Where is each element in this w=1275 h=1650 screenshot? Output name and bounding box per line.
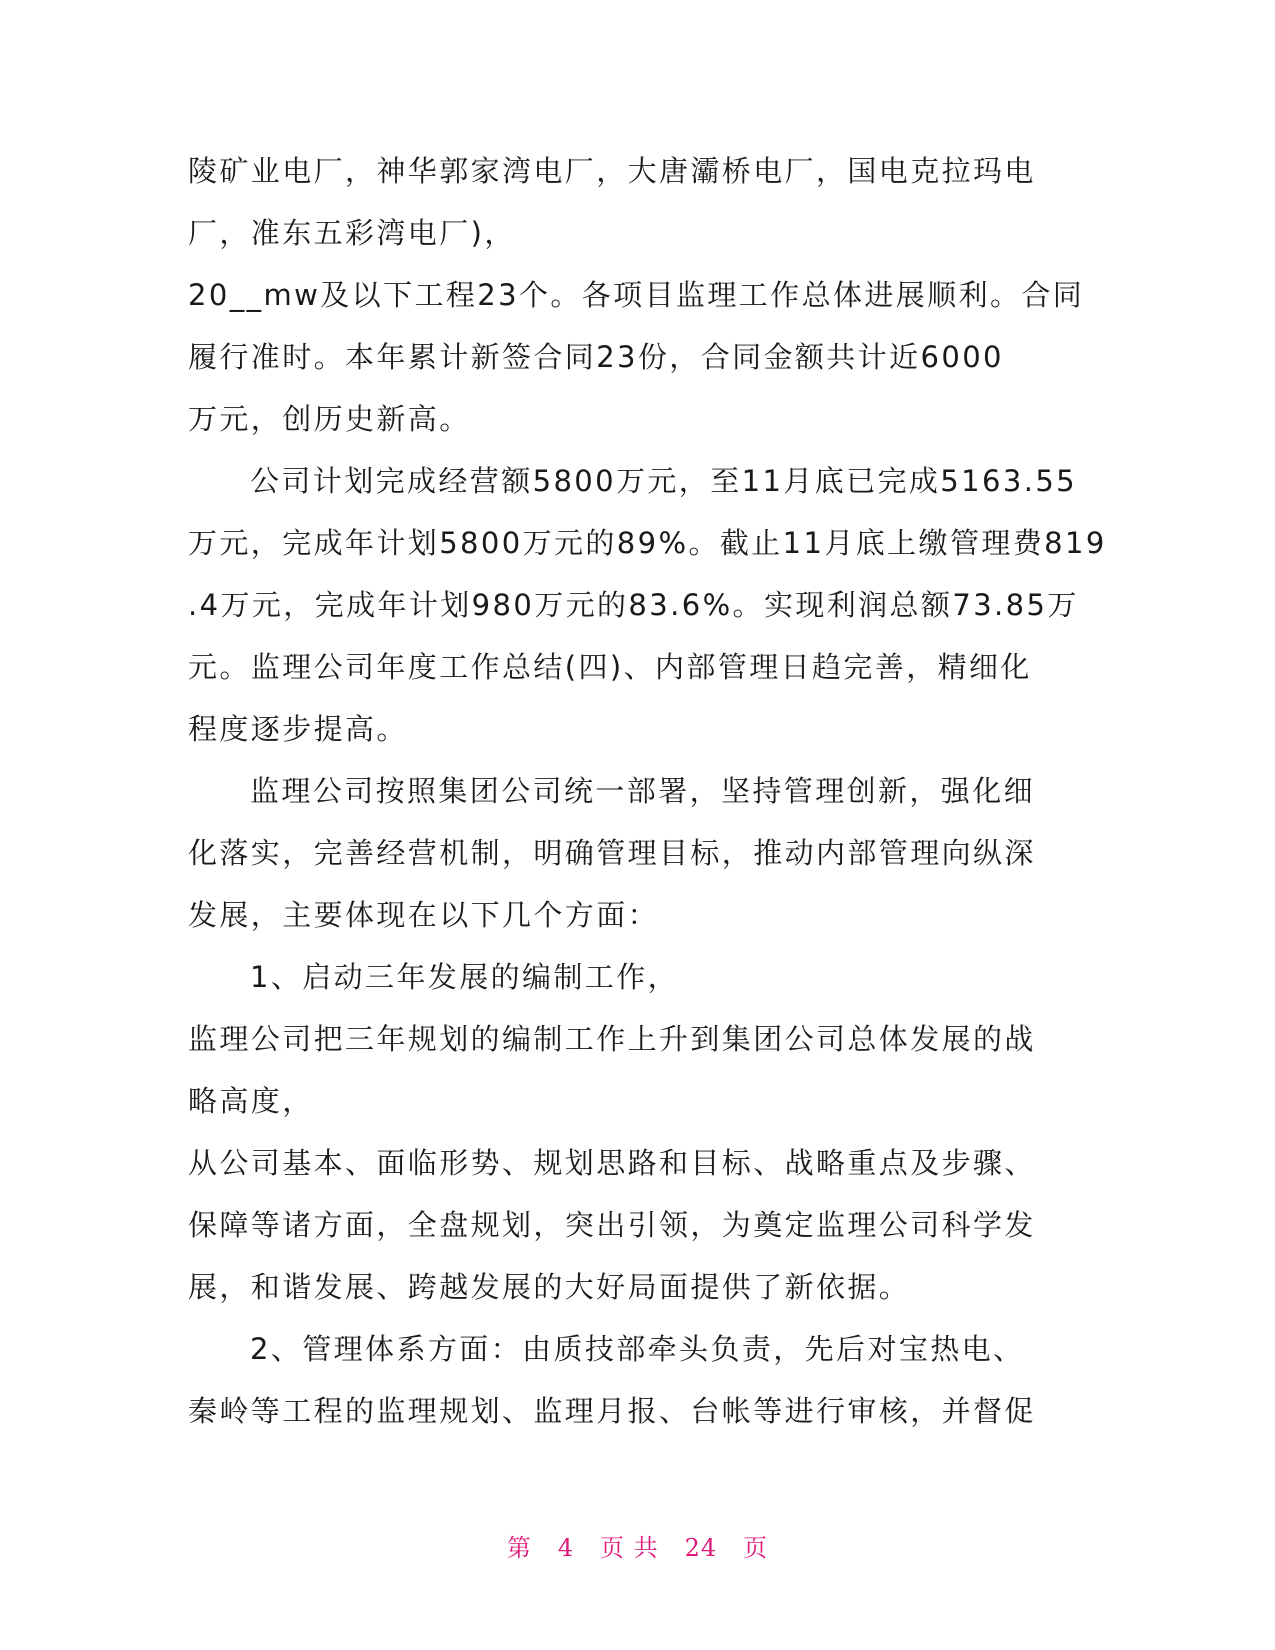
text-line: 发展，主要体现在以下几个方面： (188, 898, 660, 932)
text-line: 秦岭等工程的监理规划、监理月报、台帐等进行审核，并督促 (188, 1394, 1036, 1428)
text-line: 履行准时。本年累计新签合同23份，合同金额共计近6000 (188, 340, 1004, 374)
text-line: 略高度， (188, 1084, 314, 1118)
text-line: 展，和谐发展、跨越发展的大好局面提供了新依据。 (188, 1270, 911, 1304)
text-line: 程度逐步提高。 (188, 712, 408, 746)
text-line: 元。监理公司年度工作总结(四)、内部管理日趋完善，精细化 (188, 650, 1032, 684)
text-line: 保障等诸方面，全盘规划，突出引领，为奠定监理公司科学发 (188, 1208, 1036, 1242)
paragraph-start-line: 公司计划完成经营额5800万元，至11月底已完成5163.55 (250, 464, 1078, 498)
list-item-heading: 1、启动三年发展的编制工作， (250, 960, 680, 994)
text-line: .4万元，完成年计划980万元的83.6%。实现利润总额73.85万 (188, 588, 1079, 622)
text-line: 万元，完成年计划5800万元的89%。截止11月底上缴管理费819 (188, 526, 1107, 560)
list-item-heading: 2、管理体系方面：由质技部牵头负责，先后对宝热电、 (250, 1332, 1025, 1366)
footer-suffix: 页 (743, 1534, 769, 1562)
text-line: 20__mw及以下工程23个。各项目监理工作总体进展顺利。合同 (188, 278, 1085, 312)
total-pages-number: 24 (684, 1534, 718, 1562)
paragraph-start-line: 监理公司按照集团公司统一部署，坚持管理创新，强化细 (250, 774, 1036, 808)
text-line: 监理公司把三年规划的编制工作上升到集团公司总体发展的战 (188, 1022, 1036, 1056)
document-body (188, 140, 1107, 1442)
current-page-number: 4 (557, 1534, 575, 1562)
text-line: 厂，准东五彩湾电厂)， (188, 216, 516, 250)
footer-middle: 页 共 (600, 1534, 659, 1562)
footer-prefix: 第 (506, 1534, 532, 1562)
page-footer (0, 1528, 1275, 1563)
text-line: 化落实，完善经营机制，明确管理目标，推动内部管理向纵深 (188, 836, 1036, 870)
text-line: 从公司基本、面临形势、规划思路和目标、战略重点及步骤、 (188, 1146, 1036, 1180)
text-line: 万元，创历史新高。 (188, 402, 471, 436)
text-line: 陵矿业电厂，神华郭家湾电厂，大唐灞桥电厂，国电克拉玛电 (188, 154, 1036, 188)
